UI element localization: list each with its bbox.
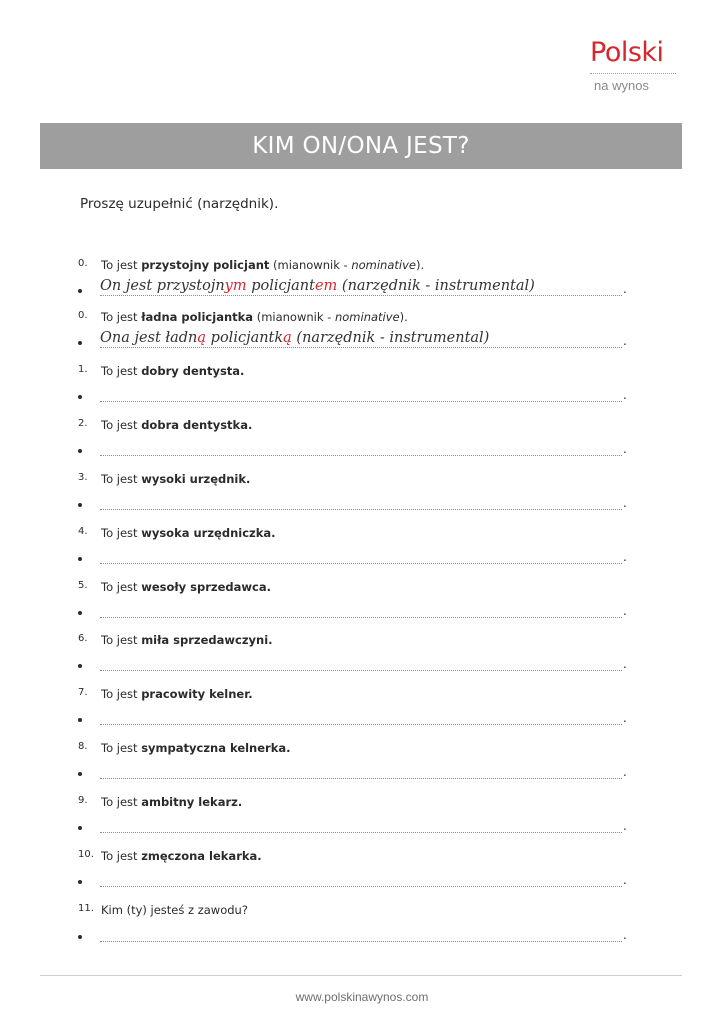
bullet-icon	[78, 557, 82, 561]
brand-logo	[590, 38, 680, 93]
bullet-icon	[78, 449, 82, 453]
item-number: 6.	[78, 633, 88, 644]
footer-url[interactable]: www.polskinawynos.com	[295, 990, 429, 1004]
example-answer-line	[78, 330, 638, 356]
dotted-line	[100, 455, 622, 456]
sentence-text: To jest dobry dentysta.	[101, 364, 245, 378]
dotted-line	[100, 724, 622, 725]
logo-subtitle: na wynos	[594, 78, 649, 93]
example-answer-line	[78, 278, 638, 304]
answer-line[interactable]	[78, 821, 638, 841]
item-number: 9.	[78, 795, 88, 806]
answer-line[interactable]	[78, 713, 638, 733]
item-number: 2.	[78, 418, 88, 429]
title-banner	[40, 123, 682, 169]
bullet-icon	[78, 611, 82, 615]
page-title: KIM ON/ONA JEST?	[252, 133, 470, 159]
answer-line[interactable]	[78, 606, 638, 626]
dotted-line	[100, 778, 622, 779]
period-mark: .	[623, 873, 627, 887]
item-number: 11.	[78, 903, 94, 914]
bullet-icon	[78, 826, 82, 830]
item-number: 3.	[78, 472, 88, 483]
dotted-line	[100, 509, 622, 510]
period-mark: .	[623, 657, 627, 671]
dotted-line	[100, 886, 622, 887]
item-number: 7.	[78, 687, 88, 698]
answer-line[interactable]	[78, 659, 638, 679]
sentence-text: To jest wysoki urzędnik.	[101, 472, 251, 486]
dotted-line	[100, 347, 622, 348]
footer-divider	[40, 975, 682, 976]
bullet-icon	[78, 289, 82, 293]
dotted-line	[100, 670, 622, 671]
sentence-text: To jest wysoka urzędniczka.	[101, 526, 276, 540]
item-number: 8.	[78, 741, 88, 752]
period-mark: .	[623, 765, 627, 779]
period-mark: .	[623, 550, 627, 564]
sentence-text: To jest zmęczona lekarka.	[101, 849, 262, 863]
dotted-line	[100, 401, 622, 402]
period-mark: .	[623, 388, 627, 402]
sentence-text: To jest miła sprzedawczyni.	[101, 633, 273, 647]
handwritten-answer: Ona jest ładną policjantką (narzędnik - instrumental)	[100, 330, 490, 346]
answer-line[interactable]	[78, 390, 638, 410]
item-number: 1.	[78, 364, 88, 375]
handwritten-answer: On jest przystojnym policjantem (narzędnik - instrumental)	[100, 278, 535, 294]
item-number: 0.	[78, 258, 88, 269]
dotted-line	[100, 941, 622, 942]
bullet-icon	[78, 880, 82, 884]
item-number: 10.	[78, 849, 94, 860]
period-mark: .	[623, 604, 627, 618]
bullet-icon	[78, 718, 82, 722]
sentence-text: To jest wesoły sprzedawca.	[101, 580, 271, 594]
answer-line[interactable]	[78, 767, 638, 787]
answer-line[interactable]	[78, 444, 638, 464]
bullet-icon	[78, 664, 82, 668]
period-mark: .	[623, 711, 627, 725]
sentence-text: To jest pracowity kelner.	[101, 687, 253, 701]
period-mark: .	[623, 282, 627, 296]
item-number: 4.	[78, 526, 88, 537]
instruction-text: Proszę uzupełnić (narzędnik).	[80, 196, 279, 212]
sentence-text: To jest przystojny policjant (mianownik - nominative).	[101, 258, 425, 272]
item-number: 0.	[78, 310, 88, 321]
bullet-icon	[78, 772, 82, 776]
answer-line[interactable]	[78, 930, 638, 950]
answer-line[interactable]	[78, 552, 638, 572]
bullet-icon	[78, 935, 82, 939]
dotted-line	[100, 295, 622, 296]
dotted-line	[100, 617, 622, 618]
bullet-icon	[78, 341, 82, 345]
period-mark: .	[623, 819, 627, 833]
sentence-text: Kim (ty) jesteś z zawodu?	[101, 903, 248, 917]
dotted-line	[100, 563, 622, 564]
sentence-text: To jest ambitny lekarz.	[101, 795, 243, 809]
logo-title: Polski	[590, 37, 664, 68]
answer-line[interactable]	[78, 875, 638, 895]
period-mark: .	[623, 334, 627, 348]
period-mark: .	[623, 442, 627, 456]
logo-divider	[590, 73, 676, 74]
item-number: 5.	[78, 580, 88, 591]
answer-line[interactable]	[78, 498, 638, 518]
bullet-icon	[78, 395, 82, 399]
period-mark: .	[623, 496, 627, 510]
sentence-text: To jest sympatyczna kelnerka.	[101, 741, 291, 755]
sentence-text: To jest ładna policjantka (mianownik - nominative).	[101, 310, 408, 324]
dotted-line	[100, 832, 622, 833]
period-mark: .	[623, 928, 627, 942]
sentence-text: To jest dobra dentystka.	[101, 418, 253, 432]
bullet-icon	[78, 503, 82, 507]
